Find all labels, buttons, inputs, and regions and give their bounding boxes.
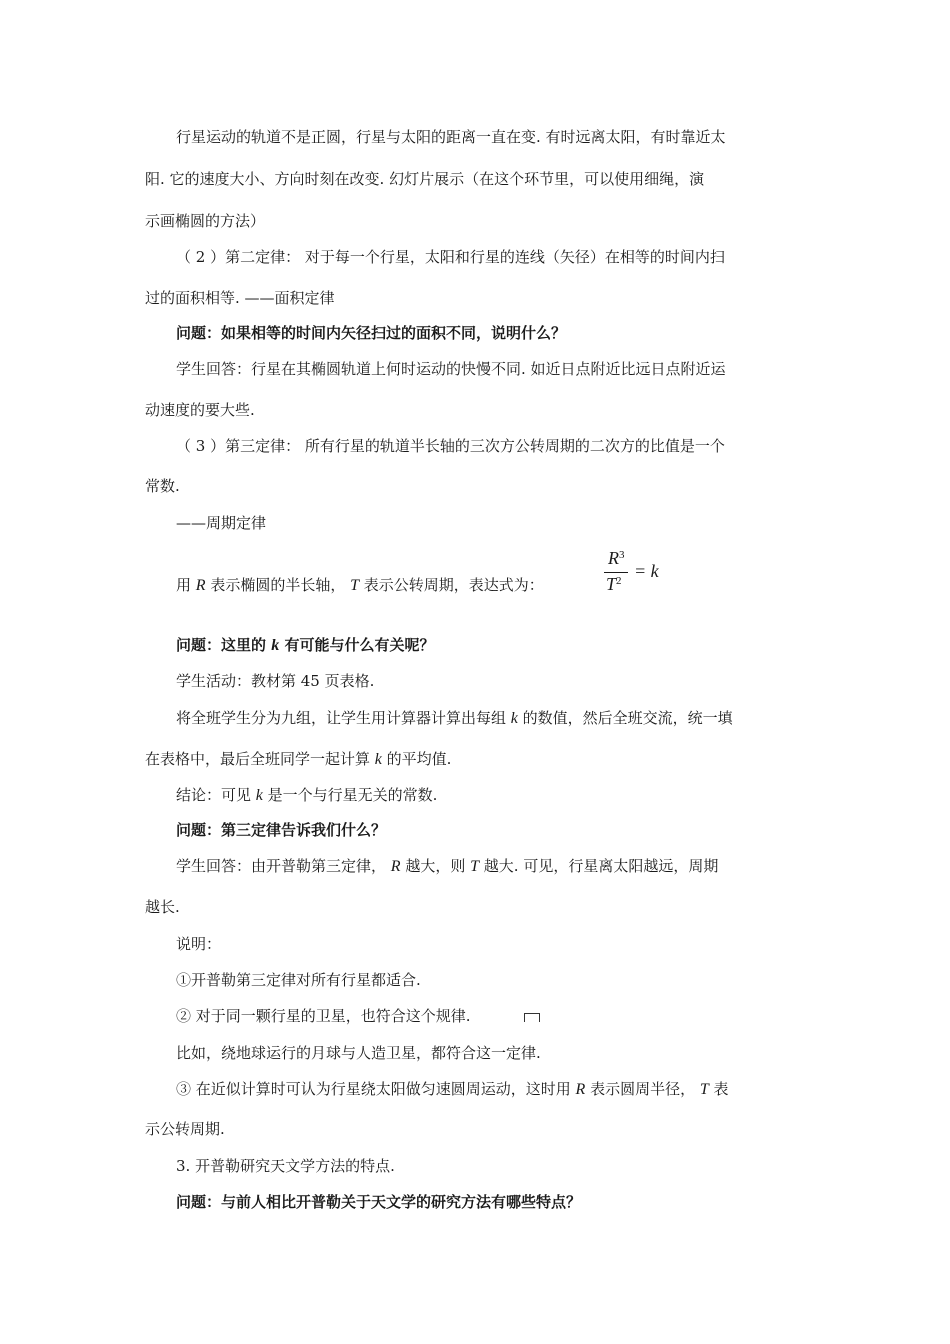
question-heading: 问题：与前人相比开普勒关于天文学的研究方法有哪些特点？ [176, 1193, 582, 1211]
formula-denominator: $T^2$ [606, 574, 622, 594]
text: 表示椭圆的半长轴， [205, 576, 351, 594]
var-R: R [195, 577, 206, 594]
text: 用 [176, 576, 196, 594]
answer-line: 学生回答：由开普勒第三定律， R 越大，则 T 越大. 可见，行星离太阳越远，周期 [176, 857, 719, 875]
para-line: 动速度的要大些. [145, 401, 255, 419]
note-label: 说明： [176, 935, 222, 953]
para-line: 阳. 它的速度大小、方向时刻在改变. 幻灯片展示（在这个环节里，可以使用细绳，演 [145, 170, 705, 188]
section-heading: 3. 开普勒研究天文学方法的特点. [176, 1157, 395, 1175]
kepler-formula [604, 548, 664, 600]
para-line: 越长. [145, 898, 180, 916]
fraction-bar [604, 572, 628, 573]
question-heading: 问题：这里的 k 有可能与什么有关呢？ [176, 636, 435, 654]
note-item: ①开普勒第三定律对所有行星都适合. [176, 971, 421, 989]
var-T: T [350, 577, 360, 594]
note-item: ② 对于同一颗行星的卫星，也符合这个规律. [176, 1007, 471, 1025]
para-line: 学生活动：教材第 45 页表格. [176, 672, 375, 690]
formula-rhs: = k [634, 561, 659, 581]
third-law-line: （ 3 ）第三定律： 所有行星的轨道半长轴的三次方公转周期的二次方的比值是一个 [176, 437, 725, 455]
expression-line [176, 574, 544, 597]
cursor-mark [524, 1013, 540, 1022]
para-line: 常数. [145, 477, 180, 495]
para-line: 行星运动的轨道不是正圆，行星与太阳的距离一直在变. 有时远离太阳，有时靠近太 [176, 128, 726, 146]
para-line: 比如，绕地球运行的月球与人造卫星，都符合这一定律. [176, 1044, 541, 1062]
note-item: ③ 在近似计算时可认为行星绕太阳做匀速圆周运动，这时用 R 表示圆周半径， T 表 [176, 1080, 729, 1098]
conclusion-line: 结论：可见 k 是一个与行星无关的常数. [176, 786, 438, 804]
para-line: 示公转周期. [145, 1120, 225, 1138]
text: 表示公转周期，表达式为： [359, 576, 544, 594]
para-line: ——周期定律 [176, 514, 267, 532]
para-line: 在表格中，最后全班同学一起计算 k 的平均值. [145, 750, 452, 768]
answer-line: 学生回答：行星在其椭圆轨道上何时运动的快慢不同. 如近日点附近比远日点附近运 [176, 360, 726, 378]
para-line: 过的面积相等. ——面积定律 [145, 289, 335, 307]
second-law-line: （ 2 ）第二定律： 对于每一个行星，太阳和行星的连线（矢径）在相等的时间内扫 [176, 248, 725, 266]
question-heading: 问题：第三定律告诉我们什么？ [176, 821, 387, 839]
para-line: 将全班学生分为九组，让学生用计算器计算出每组 k 的数值，然后全班交流，统一填 [176, 709, 733, 727]
question-heading: 问题：如果相等的时间内矢径扫过的面积不同，说明什么？ [176, 324, 567, 342]
para-line: 示画椭圆的方法） [145, 212, 266, 230]
formula-numerator: $R^3$ [608, 548, 625, 568]
